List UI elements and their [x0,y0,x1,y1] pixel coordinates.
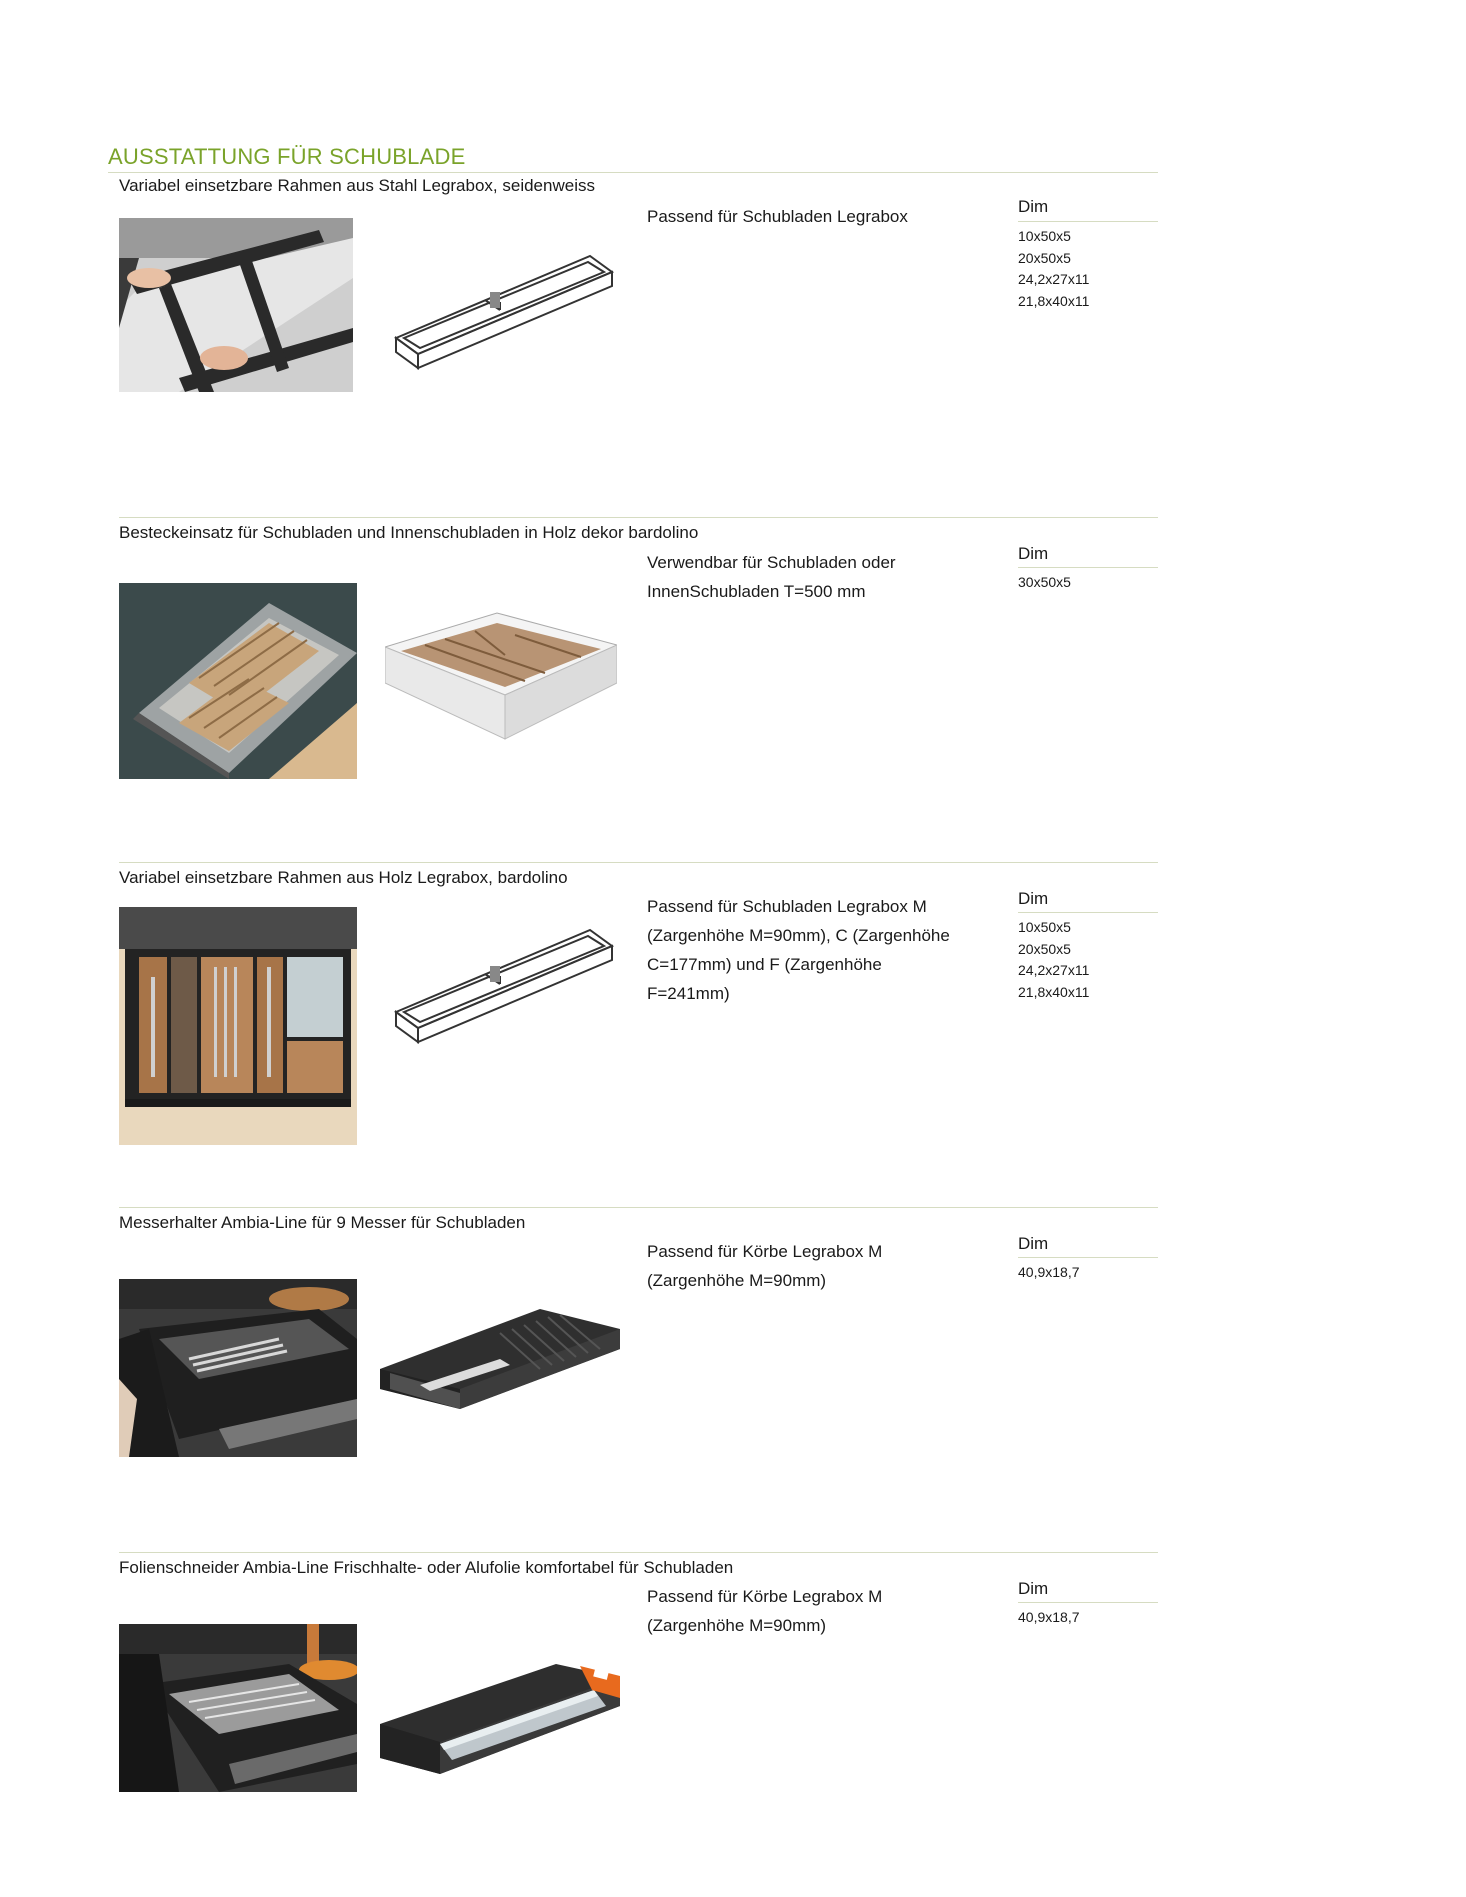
product-description: Passend für Schubladen Legrabox [647,207,908,226]
product-title: Variabel einsetzbare Rahmen aus Holz Legrabox, bardolino [119,868,568,887]
product-description: Passend für Schubladen Legrabox M (Zargenhöhe M=90mm), C (Zargenhöhe C=177mm) und F (Zargenhöhe F=241mm) [647,897,950,1003]
section-divider [119,1552,1158,1553]
product-title: Variabel einsetzbare Rahmen aus Stahl Legrabox, seidenweiss [119,176,595,195]
product-drawing [390,240,616,383]
product-title: Messerhalter Ambia-Line für 9 Messer für Schubladen [119,1213,526,1232]
product-description: Passend für Körbe Legrabox M (Zargenhöhe M=90mm) [647,1242,883,1290]
section-divider [119,1207,1158,1208]
dim-label: Dim [1018,1234,1049,1253]
dim-value: 20x50x5 [1018,940,1071,957]
dim-value: 21,8x40x11 [1018,983,1090,1000]
dim-value: 30x50x5 [1018,574,1071,590]
product-drawing [380,1648,620,1783]
dim-divider [1018,1257,1158,1258]
product-title: Folienschneider Ambia-Line Frischhalte- oder Alufolie komfortabel für Schubladen [119,1558,734,1577]
dim-value: 24,2x27x11 [1018,962,1090,978]
product-photo [119,1279,357,1457]
dim-value: 21,8x40x11 [1018,292,1090,309]
dim-label: Dim [1018,1579,1049,1598]
dim-values [1018,572,1071,594]
product-drawing [385,611,617,746]
section-divider [119,862,1158,863]
product-photo [119,218,353,392]
dim-values [1018,1607,1080,1629]
dim-divider [1018,912,1158,913]
product-drawing [380,1309,620,1432]
product-description: Verwendbar für Schubladen oder InnenSchubladen T=500 mm [647,553,896,601]
dim-label: Dim [1018,544,1049,563]
dim-label: Dim [1018,197,1049,216]
dim-value: 10x50x5 [1018,919,1071,935]
product-description: Passend für Körbe Legrabox M (Zargenhöhe M=90mm) [647,1587,883,1635]
title-divider [108,172,1158,173]
product-photo [119,1624,357,1792]
dim-value: 40,9x18,7 [1018,1264,1080,1280]
page-title: AUSSTATTUNG FÜR SCHUBLADE [108,144,466,169]
dim-divider [1018,1602,1158,1603]
dim-values [1018,1262,1080,1284]
product-photo [119,907,357,1145]
product-photo [119,583,357,779]
dim-value: 20x50x5 [1018,249,1071,266]
dim-divider [1018,221,1158,222]
dim-value: 40,9x18,7 [1018,1609,1080,1625]
dim-values [1018,226,1089,312]
product-title: Besteckeinsatz für Schubladen und Innenschubladen in Holz dekor bardolino [119,523,699,542]
dim-value: 10x50x5 [1018,228,1071,244]
dim-label: Dim [1018,889,1049,908]
dim-values [1018,917,1089,1003]
section-divider [119,517,1158,518]
dim-divider [1018,567,1158,568]
product-drawing [390,914,616,1057]
dim-value: 24,2x27x11 [1018,271,1090,287]
